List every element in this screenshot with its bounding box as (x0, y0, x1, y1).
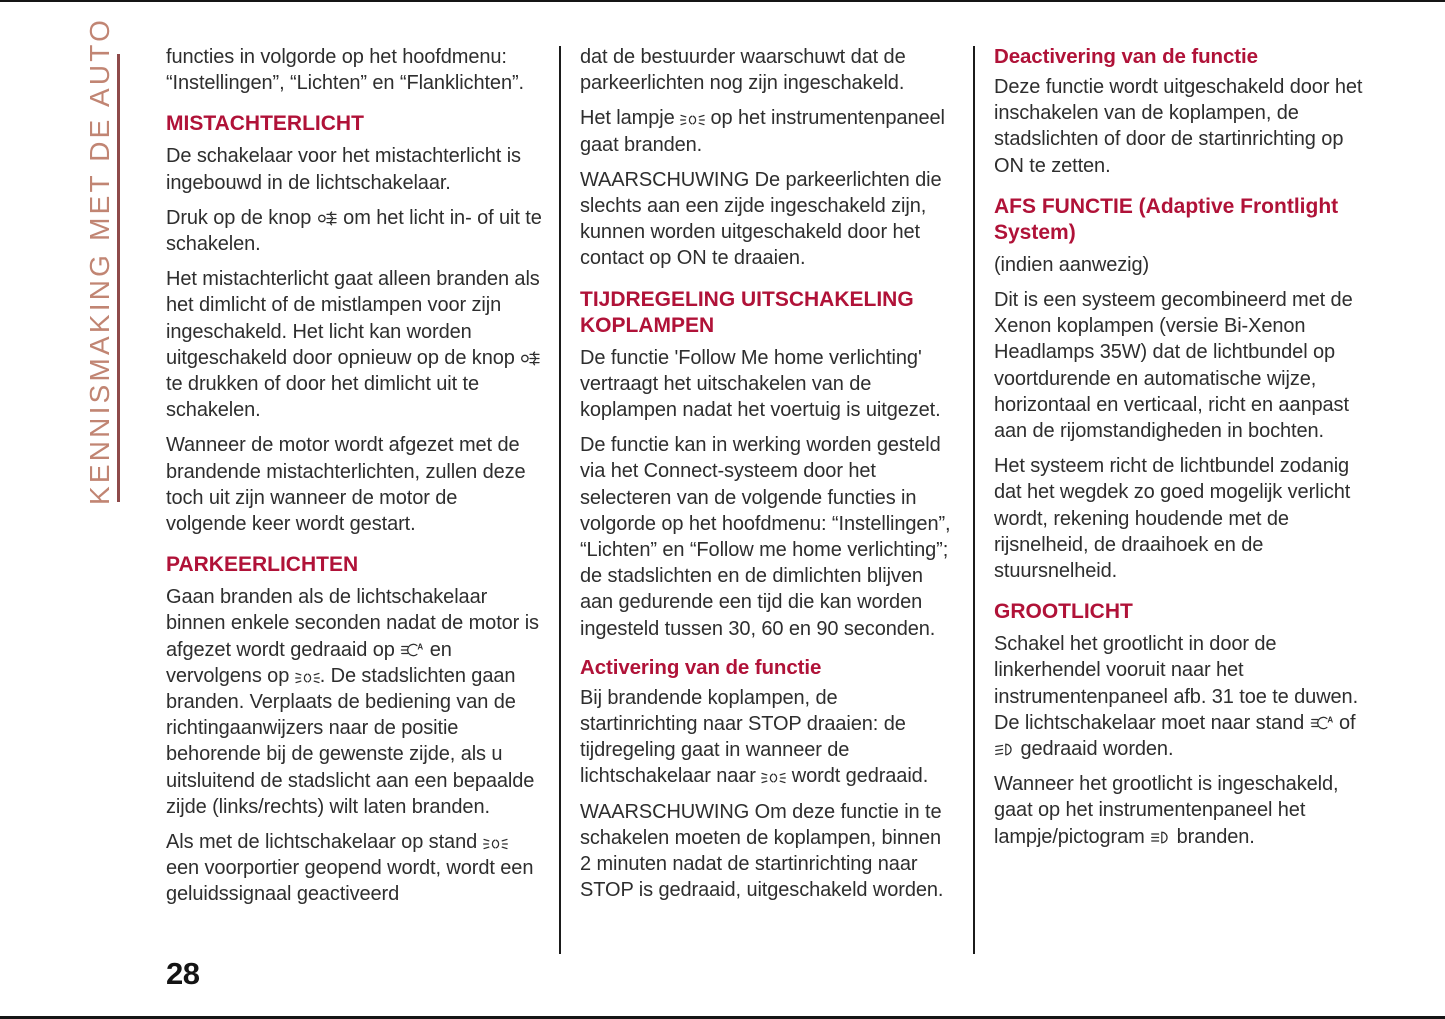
text-segment: Schakel het grootlicht in door de linkerhendel vooruit naar het instrumentenpaneel afb. 31 toe te duwen. De lichtschakelaar moet naar stand (994, 633, 1359, 734)
paragraph: Dit is een systeem gecombineerd met de Xenon koplampen (versie Bi-Xenon Headlamps 35W) dat de lichtbundel op voortdurende en automatische wijze, horizontaal en verticaal, richt en aanpast aan de rijomstandigheden in bochten. (994, 289, 1353, 443)
paragraph (994, 631, 1370, 762)
paragraph (166, 205, 542, 257)
paragraph: Het systeem richt de lichtbundel zodanig dat het wegdek zo goed mogelijk verlicht wordt, rekening houdende met de rijsnelheid, de draaihoek en de stuursnelheid. (994, 455, 1351, 583)
page-top-edge (0, 0, 1445, 2)
paragraph-intro-continuation: functies in volgorde op het hoofdmenu: “Instellingen”, “Lichten” en “Flanklichten”. (166, 46, 524, 95)
paragraph-continuation: dat de bestuurder waarschuwt dat de parkeerlichten nog zijn ingeschakeld. (580, 46, 906, 95)
parking-lights-icon (680, 114, 705, 126)
text-segment: Bij brandende koplampen, de startinrichting naar STOP draaien: de tijdregeling gaat in wanneer de lichtschakelaar naar (580, 686, 906, 788)
rear-fog-light-icon (317, 211, 338, 226)
paragraph (166, 829, 542, 908)
text-segment: Het lampje (580, 107, 681, 130)
text-segment: Druk op de knop (166, 206, 317, 229)
heading-afs-functie: AFS FUNCTIE (Adaptive Frontlight System) (994, 194, 1339, 244)
paragraph: Wanneer de motor wordt afgezet met de brandende mistachterlichten, zullen deze toch uit zijn wanneer de motor de volgende keer wordt gestart. (166, 434, 526, 536)
paragraph: De schakelaar voor het mistachterlicht is ingebouwd in de lichtschakelaar. (166, 145, 521, 194)
text-segment: een voorportier geopend wordt, wordt een geluidssignaal geactiveerd (166, 857, 534, 906)
column-3 (994, 44, 1370, 859)
paragraph (580, 685, 956, 790)
paragraph-warning: WAARSCHUWING Om deze functie in te schakelen moeten de koplampen, binnen 2 minuten nadat de startinrichting naar STOP is gedraaid, uitgeschakeld worden. (580, 800, 944, 902)
heading-parkeerlichten: PARKEERLICHTEN (166, 553, 359, 577)
text-segment: gedraaid worden. (1015, 738, 1174, 761)
text-segment: of (1333, 711, 1356, 734)
text-segment: op het instrumentenpaneel gaat branden. (580, 107, 945, 156)
paragraph: De functie kan in werking worden gesteld via het Connect-systeem door het selecteren van de volgende functies in volgorde op het hoofdmenu: “Instellingen”, “Lichten” en “Follow me home verlichting”; de stadslichten en de dimlichten blijven aan gedurende een tijd die kan worden ingesteld tussen 30, 60 en 90 seconden. (580, 434, 951, 640)
text-segment: Gaan branden als de lichtschakelaar binnen enkele seconden nadat de motor is afgezet wordt gedraaid op (166, 586, 539, 661)
rear-fog-light-icon (520, 351, 541, 366)
parking-lights-icon (761, 772, 786, 784)
sidebar-rule (117, 54, 120, 502)
sidebar-chapter-title: KENNISMAKING MET DE AUTO (84, 16, 115, 505)
heading-grootlicht: GROOTLICHT (994, 600, 1133, 624)
subheading-activering: Activering van de functie (580, 655, 822, 679)
high-beam-icon (1150, 830, 1171, 845)
subheading-deactivering: Deactivering van de functie (994, 45, 1258, 68)
paragraph (994, 771, 1370, 850)
column-1 (166, 44, 542, 917)
paragraph (580, 105, 956, 157)
manual-page-content (166, 44, 1370, 954)
column-divider (973, 46, 975, 954)
headlight-auto-icon (1310, 715, 1334, 731)
column-2 (580, 44, 956, 912)
svg-text:A: A (417, 642, 424, 652)
svg-text:A: A (1326, 715, 1333, 725)
dipped-beam-icon (994, 742, 1015, 757)
paragraph: Deze functie wordt uitgeschakeld door het inschakelen van de koplampen, de stadslichten of door de startinrichting op ON te zetten. (994, 76, 1363, 177)
paragraph (166, 584, 542, 820)
heading-tijdregeling-uitschakeling-koplampen: TIJDREGELING UITSCHAKELING KOPLAMPEN (580, 287, 914, 337)
paragraph-warning: WAARSCHUWING De parkeerlichten die slechts aan een zijde ingeschakeld zijn, kunnen worden uitgeschakeld door het contact op ON te draaien. (580, 168, 942, 270)
column-divider (559, 46, 561, 954)
parking-lights-icon (295, 672, 320, 684)
paragraph-availability-note: (indien aanwezig) (994, 253, 1150, 276)
paragraph: De functie 'Follow Me home verlichting' vertraagt het uitschakelen van de koplampen nadat het voertuig is uitgezet. (580, 346, 941, 422)
text-segment: Wanneer het grootlicht is ingeschakeld, gaat op het instrumentenpaneel het lampje/pictogram (994, 773, 1339, 848)
heading-mistachterlicht: MISTACHTERLICHT (166, 112, 364, 136)
text-segment: te drukken of door het dimlicht uit te schakelen. (166, 373, 480, 422)
page-number: 28 (166, 956, 200, 991)
headlight-auto-icon (400, 642, 424, 658)
text-segment: Als met de lichtschakelaar op stand (166, 831, 483, 854)
text-segment: en vervolgens op (166, 638, 452, 687)
text-segment: Het mistachterlicht gaat alleen branden als het dimlicht of de mistlampen voor zijn ingeschakeld. Het licht kan worden uitgeschakeld door opnieuw op de knop (166, 268, 540, 369)
text-segment: om het licht in- of uit te schakelen. (166, 206, 542, 256)
parking-lights-icon (483, 838, 508, 850)
text-segment: wordt gedraaid. (786, 765, 929, 788)
text-segment: branden. (1171, 825, 1255, 848)
text-segment: . De stadslichten gaan branden. Verplaats de bediening van de richtingaanwijzers naar de positie behorende bij de gewenste zijde, als u uitsluitend de stadslicht aan een bepaalde zijde (links/rechts) wilt laten branden. (166, 664, 535, 818)
paragraph (166, 266, 542, 423)
